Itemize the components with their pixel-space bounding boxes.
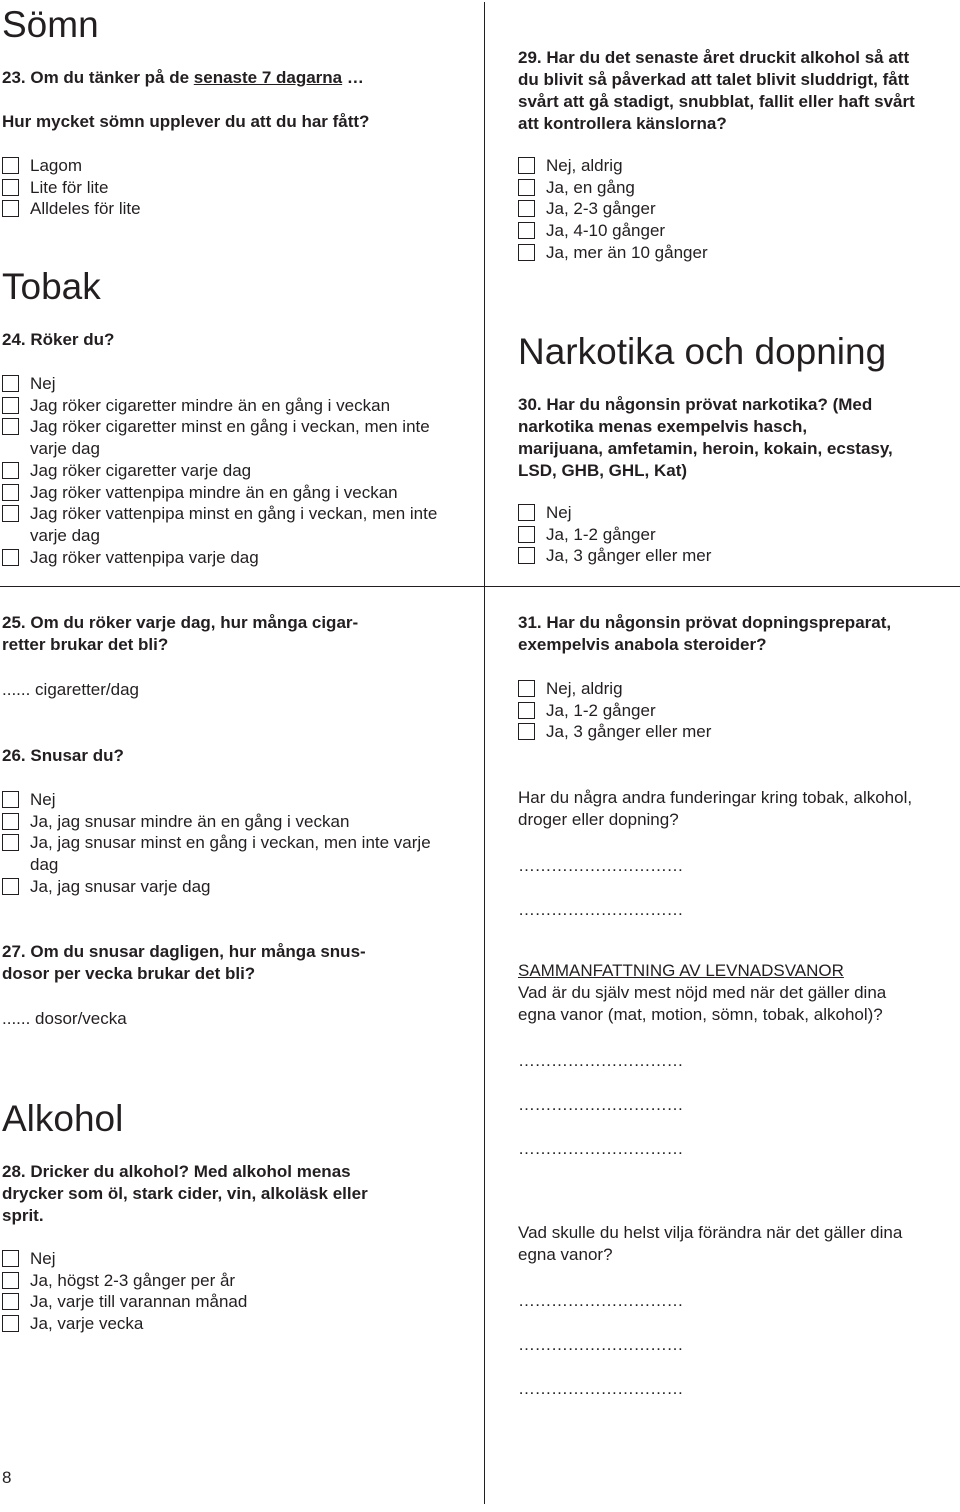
option-label: Nej, aldrig (546, 156, 623, 175)
checkbox[interactable] (2, 505, 19, 522)
option-label: Ja, en gång (546, 177, 635, 197)
option-31-1 (518, 700, 948, 722)
row-divider (0, 586, 960, 587)
checkbox[interactable] (518, 547, 535, 564)
question-27 (2, 941, 472, 985)
question-25 (2, 612, 472, 656)
option-31-2 (518, 721, 948, 743)
question-29 (518, 47, 958, 135)
question-30-line1: 30. Har du någonsin prövat narkotika? (Med (518, 395, 873, 414)
answer-line-summary2-1[interactable]: ………………………… (518, 1291, 683, 1310)
option-label: Nej (30, 1249, 56, 1268)
option-label: Jag röker vattenpipa mindre än en gång i veckan (30, 482, 398, 502)
option-label: Nej, aldrig (546, 679, 623, 698)
summary-heading: SAMMANFATTNING AV LEVNADSVANOR (518, 961, 844, 980)
option-label: Ja, 3 gånger eller mer (546, 722, 712, 742)
question-31-line2: exempelvis anabola steroider? (518, 635, 767, 654)
summary-q1-line2: egna vanor (mat, motion, sömn, tobak, alkohol)? (518, 1005, 883, 1024)
question-27-line2: dosor per vecka brukar det bli? (2, 964, 256, 983)
section-heading-somn: Sömn (2, 4, 99, 45)
question-29-line2: du blivit så påverkad att talet blivit sluddrigt, fått (518, 70, 910, 89)
option-label: Nej (30, 790, 56, 809)
checkbox[interactable] (518, 244, 535, 261)
checkbox[interactable] (518, 179, 535, 196)
options-29 (518, 155, 948, 264)
question-28-line3: sprit. (2, 1206, 44, 1225)
answer-line-summary1-3[interactable]: ………………………… (518, 1139, 683, 1158)
checkbox[interactable] (2, 1272, 19, 1289)
options-23 (2, 155, 472, 220)
checkbox[interactable] (518, 222, 535, 239)
question-29-line1: 29. Har du det senaste året druckit alkohol så att (518, 48, 910, 67)
option-label: Nej (30, 374, 56, 393)
checkbox[interactable] (2, 1250, 19, 1267)
option-label: Ja, varje till varannan månad (30, 1292, 248, 1312)
question-25-line1: 25. Om du röker varje dag, hur många cigar- (2, 613, 359, 632)
option-29-4 (518, 242, 948, 264)
option-26-3 (2, 876, 452, 898)
checkbox[interactable] (2, 834, 19, 851)
question-29-line3: svårt att gå stadigt, snubblat, fallit eller haft svårt (518, 92, 915, 111)
checkbox[interactable] (2, 791, 19, 808)
question-30 (518, 394, 958, 482)
answer-line-summary1-1[interactable]: ………………………… (518, 1051, 683, 1070)
answer-25-field[interactable]: ...... cigaretter/dag (2, 680, 140, 699)
checkbox[interactable] (518, 526, 535, 543)
section-heading-narkotika: Narkotika och dopning (518, 331, 887, 372)
option-label: Ja, 3 gånger eller mer (546, 546, 712, 566)
option-30-1 (518, 524, 948, 546)
question-24: 24. Röker du? (2, 330, 115, 349)
checkbox[interactable] (518, 157, 535, 174)
option-24-0 (2, 373, 452, 395)
option-label: Ja, mer än 10 gånger (546, 242, 708, 262)
option-label: Jag röker vattenpipa minst en gång i veckan, men inte varje dag (30, 504, 438, 545)
question-28-line2: drycker som öl, stark cider, vin, alkoläsk eller (2, 1184, 368, 1203)
option-label: Lite för lite (30, 177, 109, 197)
option-23-2 (2, 198, 472, 220)
checkbox[interactable] (2, 484, 19, 501)
option-label: Ja, jag snusar minst en gång i veckan, men inte varje dag (30, 833, 431, 875)
options-30 (518, 502, 948, 567)
question-23-post: … (342, 68, 364, 87)
option-label: Ja, jag snusar varje dag (30, 876, 211, 896)
option-label: Ja, 1-2 gånger (546, 524, 656, 544)
option-24-3 (2, 460, 452, 482)
checkbox[interactable] (2, 549, 19, 566)
option-label: Ja, 1-2 gånger (546, 700, 656, 720)
checkbox[interactable] (2, 375, 19, 392)
checkbox[interactable] (2, 397, 19, 414)
question-31-line1: 31. Har du någonsin prövat dopningspreparat, (518, 613, 892, 632)
summary-q1-line1: Vad är du själv mest nöjd med när det gäller dina (518, 983, 887, 1002)
option-28-3 (2, 1313, 452, 1335)
option-label: Ja, varje vecka (30, 1314, 144, 1334)
answer-line-summary2-2[interactable]: ………………………… (518, 1335, 683, 1354)
options-24 (2, 373, 452, 568)
other-thoughts-line1: Har du några andra funderingar kring tobak, alkohol, (518, 788, 913, 807)
checkbox[interactable] (2, 200, 19, 217)
options-26 (2, 789, 452, 898)
checkbox[interactable] (2, 418, 19, 435)
checkbox[interactable] (518, 200, 535, 217)
answer-line-summary1-2[interactable]: ………………………… (518, 1095, 683, 1114)
summary-block (518, 960, 958, 1026)
option-label: Lagom (30, 156, 82, 175)
summary-q2 (518, 1222, 958, 1266)
option-label: Nej (546, 503, 572, 522)
section-heading-tobak: Tobak (2, 266, 101, 307)
answer-27-field[interactable]: ...... dosor/vecka (2, 1009, 127, 1028)
summary-q2-line2: egna vanor? (518, 1245, 613, 1264)
option-29-3 (518, 220, 948, 242)
checkbox[interactable] (2, 1293, 19, 1310)
checkbox[interactable] (2, 179, 19, 196)
question-23-underlined: senaste 7 dagarna (193, 68, 343, 87)
question-26: 26. Snusar du? (2, 746, 124, 765)
option-26-1 (2, 811, 452, 833)
option-23-0 (2, 155, 472, 177)
option-label: Ja, 4-10 gånger (546, 221, 666, 241)
answer-line-summary2-3[interactable]: ………………………… (518, 1379, 683, 1398)
page-number: 8 (2, 1468, 12, 1487)
option-label: Ja, högst 2-3 gånger per år (30, 1270, 236, 1290)
checkbox[interactable] (518, 723, 535, 740)
option-29-2 (518, 198, 948, 220)
question-28 (2, 1161, 472, 1227)
checkbox[interactable] (2, 813, 19, 830)
option-23-1 (2, 177, 472, 199)
options-31 (518, 678, 948, 743)
option-30-0 (518, 502, 948, 524)
option-26-0 (2, 789, 452, 811)
option-24-5 (2, 503, 452, 546)
question-30-line2: narkotika menas exempelvis hasch, (518, 417, 808, 436)
option-26-2 (2, 832, 452, 875)
option-29-1 (518, 177, 948, 199)
option-24-1 (2, 395, 452, 417)
option-label: Ja, 2-3 gånger (546, 199, 656, 219)
checkbox[interactable] (2, 157, 19, 174)
option-label: Jag röker cigaretter minst en gång i veckan, men inte varje dag (30, 417, 430, 459)
other-thoughts-line2: droger eller dopning? (518, 810, 679, 829)
question-23 (2, 67, 472, 133)
question-28-line1: 28. Dricker du alkohol? Med alkohol menas (2, 1162, 351, 1181)
question-30-line3: marijuana, amfetamin, heroin, kokain, ecstasy, (518, 439, 893, 458)
option-label: Alldeles för lite (30, 199, 141, 219)
checkbox[interactable] (518, 680, 535, 697)
option-label: Ja, jag snusar mindre än en gång i veckan (30, 811, 350, 831)
answer-line-other-2[interactable]: ………………………… (518, 900, 683, 919)
question-23-line2: Hur mycket sömn upplever du att du har fått? (2, 112, 370, 131)
summary-q2-line1: Vad skulle du helst vilja förändra när det gäller dina (518, 1223, 903, 1242)
section-heading-alkohol: Alkohol (2, 1098, 124, 1139)
question-31 (518, 612, 958, 656)
question-30-line4: LSD, GHB, GHL, Kat) (518, 461, 688, 480)
checkbox[interactable] (2, 878, 19, 895)
column-divider (484, 2, 485, 1504)
option-label: Jag röker cigaretter varje dag (30, 460, 252, 480)
other-thoughts-question (518, 787, 958, 831)
option-label: Jag röker vattenpipa varje dag (30, 547, 259, 567)
options-28 (2, 1248, 452, 1335)
option-30-2 (518, 545, 948, 567)
option-29-0 (518, 155, 948, 177)
question-23-pre: 23. Om du tänker på de (2, 68, 194, 87)
option-24-2 (2, 416, 452, 459)
option-31-0 (518, 678, 948, 700)
question-23-line1 (2, 67, 472, 89)
checkbox[interactable] (518, 504, 535, 521)
option-label: Jag röker cigaretter mindre än en gång i veckan (30, 395, 391, 415)
option-28-0 (2, 1248, 452, 1270)
checkbox[interactable] (518, 702, 535, 719)
option-28-1 (2, 1270, 452, 1292)
checkbox[interactable] (2, 1315, 19, 1332)
question-27-line1: 27. Om du snusar dagligen, hur många snus- (2, 942, 366, 961)
answer-line-other-1[interactable]: ………………………… (518, 856, 683, 875)
checkbox[interactable] (2, 462, 19, 479)
option-24-6 (2, 547, 452, 569)
question-29-line4: att kontrollera känslorna? (518, 114, 727, 133)
question-25-line2: retter brukar det bli? (2, 635, 169, 654)
option-28-2 (2, 1291, 452, 1313)
option-24-4 (2, 482, 452, 504)
